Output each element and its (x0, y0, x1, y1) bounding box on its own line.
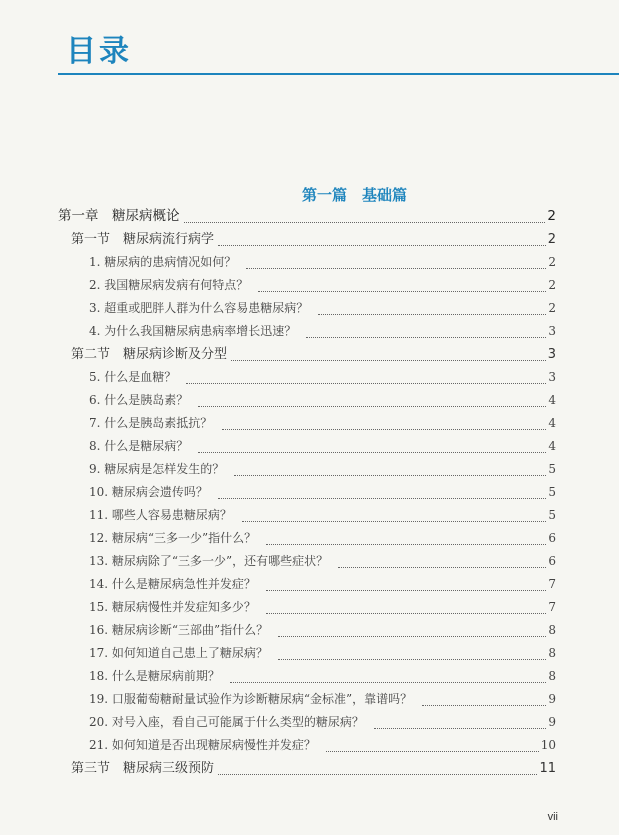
dot-leader (374, 728, 546, 729)
part-heading: 第一篇 基础篇 (301, 186, 407, 204)
toc-entry-item[interactable] (89, 412, 556, 435)
dot-leader (306, 337, 546, 338)
toc-entry-label: 6. 什么是胰岛素？ (89, 393, 189, 407)
toc-entry-label: 20. 对号入座，看自己可能属于什么类型的糖尿病？ (89, 715, 364, 729)
toc-entry-label: 1. 糖尿病的患病情况如何？ (89, 255, 237, 269)
toc-entry-item[interactable] (89, 642, 556, 665)
toc-entry-item[interactable] (89, 573, 556, 596)
page-number: vii (547, 811, 558, 823)
toc-entry-chapter[interactable] (58, 205, 556, 228)
toc-entry-label: 3. 超重或肥胖人群为什么容易患糖尿病？ (89, 301, 309, 315)
dot-leader (266, 613, 546, 614)
toc-entry-item[interactable] (89, 389, 556, 412)
dot-leader (184, 222, 546, 223)
dot-leader (198, 406, 546, 407)
toc-entry-page: 5 (548, 508, 556, 522)
toc-entry-item[interactable] (89, 665, 556, 688)
toc-entry-page: 7 (548, 577, 556, 591)
toc-entry-page: 7 (548, 600, 556, 614)
toc-entry-label: 4. 为什么我国糖尿病患病率增长迅速？ (89, 324, 297, 338)
toc-entry-label: 第一章 糖尿病概论 (58, 208, 180, 224)
toc-entry-section[interactable] (71, 757, 556, 780)
toc-entry-item[interactable] (89, 504, 556, 527)
toc-entry-page: 2 (548, 301, 556, 315)
toc-entry-page: 8 (548, 623, 556, 637)
toc-entry-item[interactable] (89, 320, 556, 343)
toc-entry-label: 15. 糖尿病慢性并发症知多少？ (89, 600, 256, 614)
toc-entry-item[interactable] (89, 688, 556, 711)
toc-entry-label: 第二节 糖尿病诊断及分型 (71, 347, 228, 362)
toc-entry-label: 18. 什么是糖尿病前期？ (89, 669, 220, 683)
dot-leader (318, 314, 546, 315)
toc-entry-label: 第一节 糖尿病流行病学 (71, 232, 215, 247)
dot-leader (258, 291, 546, 292)
toc-entry-page: 8 (548, 669, 556, 683)
toc-entry-item[interactable] (89, 734, 556, 757)
toc-entry-label: 2. 我国糖尿病发病有何特点？ (89, 278, 249, 292)
toc-entry-label: 17. 如何知道自己患上了糖尿病？ (89, 646, 268, 660)
dot-leader (218, 774, 537, 775)
toc-entry-page: 4 (548, 439, 556, 453)
toc-entry-page: 10 (540, 738, 556, 752)
toc-entry-label: 5. 什么是血糖？ (89, 370, 177, 384)
toc-entry-page: 2 (547, 208, 556, 224)
toc-entry-label: 第三节 糖尿病三级预防 (71, 761, 215, 776)
toc-entry-label: 9. 糖尿病是怎样发生的？ (89, 462, 225, 476)
toc-entry-label: 7. 什么是胰岛素抵抗？ (89, 416, 213, 430)
dot-leader (230, 682, 546, 683)
toc-entry-page: 5 (548, 485, 556, 499)
dot-leader (234, 475, 546, 476)
toc-entry-page: 2 (548, 255, 556, 269)
toc-entry-page: 3 (548, 370, 556, 384)
dot-leader (222, 429, 546, 430)
dot-leader (266, 544, 546, 545)
page-title: 目录 (66, 34, 132, 69)
toc-entry-item[interactable] (89, 297, 556, 320)
toc-entry-page: 2 (547, 232, 556, 247)
toc-entry-item[interactable] (89, 711, 556, 734)
toc-entry-page: 11 (539, 761, 556, 776)
toc-entry-page: 3 (548, 324, 556, 338)
dot-leader (218, 245, 546, 246)
toc-entry-section[interactable] (71, 228, 556, 251)
toc-entry-page: 4 (548, 416, 556, 430)
dot-leader (422, 705, 546, 706)
toc-entry-item[interactable] (89, 458, 556, 481)
dot-leader (326, 751, 539, 752)
toc-entry-section[interactable] (71, 343, 556, 366)
title-divider (58, 73, 619, 75)
dot-leader (278, 636, 546, 637)
toc-entry-label: 11. 哪些人容易患糖尿病？ (89, 508, 232, 522)
toc-entry-label: 21. 如何知道是否出现糖尿病慢性并发症？ (89, 738, 316, 752)
dot-leader (278, 659, 546, 660)
toc-entry-page: 5 (548, 462, 556, 476)
dot-leader (231, 360, 546, 361)
dot-leader (218, 498, 546, 499)
toc-entry-item[interactable] (89, 550, 556, 573)
toc-entry-page: 9 (548, 715, 556, 729)
toc-entry-page: 9 (548, 692, 556, 706)
toc-entry-item[interactable] (89, 435, 556, 458)
toc-entry-label: 19. 口服葡萄糖耐量试验作为诊断糖尿病“金标准”，靠谱吗？ (89, 692, 413, 706)
toc-entry-label: 12. 糖尿病“三多一少”指什么？ (89, 531, 257, 545)
toc-entry-page: 3 (547, 347, 556, 362)
toc-entry-item[interactable] (89, 366, 556, 389)
toc-entry-label: 16. 糖尿病诊断“三部曲”指什么？ (89, 623, 269, 637)
dot-leader (266, 590, 546, 591)
dot-leader (242, 521, 546, 522)
dot-leader (246, 268, 546, 269)
dot-leader (338, 567, 546, 568)
toc-entry-page: 4 (548, 393, 556, 407)
dot-leader (198, 452, 546, 453)
toc-entry-item[interactable] (89, 619, 556, 642)
toc-entry-label: 14. 什么是糖尿病急性并发症？ (89, 577, 256, 591)
toc-entry-page: 8 (548, 646, 556, 660)
toc-entry-item[interactable] (89, 481, 556, 504)
toc-entry-page: 6 (548, 554, 556, 568)
toc-entry-label: 10. 糖尿病会遗传吗？ (89, 485, 208, 499)
toc-entry-page: 2 (548, 278, 556, 292)
toc-entry-page: 6 (548, 531, 556, 545)
dot-leader (186, 383, 546, 384)
toc-entry-item[interactable] (89, 596, 556, 619)
toc-entry-label: 8. 什么是糖尿病？ (89, 439, 189, 453)
toc-entry-item[interactable] (89, 274, 556, 297)
toc-entry-label: 13. 糖尿病除了“三多一少”，还有哪些症状？ (89, 554, 329, 568)
toc-entry-item[interactable] (89, 527, 556, 550)
toc-entry-item[interactable] (89, 251, 556, 274)
